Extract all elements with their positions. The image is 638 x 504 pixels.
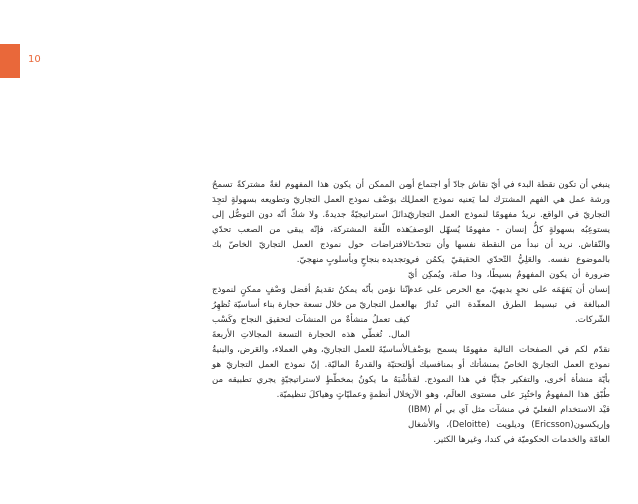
page-marker-tab xyxy=(0,44,20,78)
paragraph: ينبغي أن تكون نقطة البدء في أيّ نقاش جادّ أو اجتماع أو ورشة عمل هي الفهم المشترَك لما يَعنيه نموذج العمل التجاريّ في الواقع. نريدُ مفهومًا لنموذج العمل التجاريّ يستوعِبُه بسهولةٍ كلُّ إنسان - مفهومًا يُسهّل الوَصفَ والنّقاش. نريد أن نبدأ من النقطة نفسها وأن نتحدّث بالموضوع نفسه. والعَلِيُّ التّحدّي الحقيقيّ يكمُن في ضرورة أن يكون المفهومُ بسيطًا، وذا صلة، ويُمكِن أيّ إنسان أن يَفهَمَه على نحوٍ بديهيّ، مع الحرص على عدم المبالغة في تبسيط الطرق المعقّدة التي تُدارُ بها الشّركات. xyxy=(408,180,610,325)
paragraph: من الممكن أن يكون هذا المفهوم لغةً مشتركةً تسمحُ لك بوَصْف نموذج العمل التجاريّ وتطويعه بسهولةٍ لتجِدَ بدائلَ استراتيجيّةً جديدةً. ولا شكّ أنّه دون التوصُّل إلى هذه اللّغة المشتركة، فإنّه يبقى من الصعب تحدّي الافتراضات حول نموذج العمل التجاريّ الخاصّ بك وتجديده بنجاحٍ وبأسلوبٍ منهجيّ. xyxy=(212,180,410,265)
text-column-right xyxy=(408,178,610,448)
page-number: 10 xyxy=(28,54,41,65)
text-column-left xyxy=(212,178,410,403)
paragraph: نقدّم لكم في الصفحات التالية مفهومًا يسمح بوَصْف نموذج العمل التجاريّ الخاصّ بمنشأتك أو بمنافسيك أو بأيّة منشأة أخرى، والتفكير جدّيًّا في هذا النموذج. لقد طُبّق هذا المفهومُ واختُبِرَ على مستوى العالَم، وهو الآن قيْد الاستخدام الفعليّ في منشآت مثل آي بي أم (IBM) وإريكسون(Ericsson) وديلويت (Deloitte)، والأشغال العامّة والخدمات الحكوميّة في كندا، وغيرها الكثير. xyxy=(408,345,610,445)
paragraph: إنّنا نؤمن بأنّه يمكنُ تقديمُ أفضل وَصْفٍ ممكنٍ لنموذج العمل التجاريّ من خلال تسعة حجارة بناء أساسيّة تُظهِرُ كيف تعملُ منشأةٌ من المنشآت لتحقيق النجاح وكَسْب المال. تُغطّي هذه الحجارة التسعة المجالاتِ الأربعةَ الأساسيّةَ للعمل التجاريّ، وهي العملاء، والعَرض، والبنيةُ التحتيّة والقدرةُ الماليّة. إنّ نموذج العمل التجاريّ هو أشْبَهُ ما يكونُ بمخطّطٍ لاستراتيجيّةٍ يجري تطبيقه من خلال أنظمةٍ وعمليّاتٍ وهياكلَ تنظيميّة. xyxy=(212,285,410,400)
